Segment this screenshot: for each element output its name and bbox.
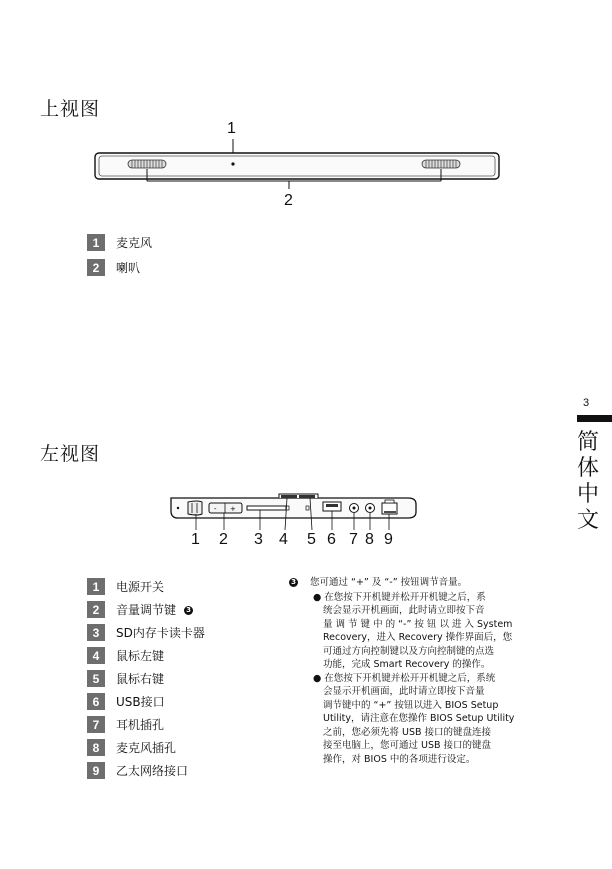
legend-label xyxy=(116,601,193,618)
left-callout: 2 xyxy=(219,531,228,548)
legend-badge: 6 xyxy=(87,693,105,710)
left-legend-row xyxy=(87,762,188,779)
left-legend-row xyxy=(87,739,176,756)
left-callout: 1 xyxy=(191,531,200,548)
legend-badge: 2 xyxy=(87,259,105,276)
top-legend-row xyxy=(87,234,152,251)
top-view-device-illustration xyxy=(90,136,510,196)
legend-label: 鼠标右键 xyxy=(116,672,165,686)
legend-label: 乙太网络接口 xyxy=(116,764,189,778)
legend-label: 电源开关 xyxy=(116,580,165,594)
left-view-title: 左视图 xyxy=(40,443,101,465)
top-legend-row xyxy=(87,259,140,276)
left-legend-row xyxy=(87,647,164,664)
legend-label-text: 音量调节键 xyxy=(116,603,177,617)
left-legend-row xyxy=(87,624,205,641)
left-legend-row xyxy=(87,601,193,618)
legend-label: SD内存卡读卡器 xyxy=(116,626,205,640)
language-char: 简 xyxy=(576,430,599,455)
speaker-grille-left xyxy=(128,160,166,168)
note-marker-icon: 3 xyxy=(289,578,298,587)
page-number: 3 xyxy=(583,397,590,409)
note-marker-icon: 3 xyxy=(184,606,193,615)
note-line: Utility，请注意在您操作 BIOS Setup Utility xyxy=(323,713,515,724)
note-bullet-2 xyxy=(289,672,539,767)
svg-text:-: - xyxy=(214,505,217,513)
legend-label: 鼠标左键 xyxy=(116,649,165,663)
legend-label: 麦克风插孔 xyxy=(116,741,177,755)
note-bullet-1 xyxy=(289,591,539,672)
left-callout: 5 xyxy=(307,531,316,548)
left-callout: 3 xyxy=(254,531,263,548)
legend-label: 耳机插孔 xyxy=(116,718,165,732)
note-line: ● 在您按下开机键并松开开机键之后，系 xyxy=(313,591,486,603)
note-line: ● 在您按下开机键并松开开机键之后，系统 xyxy=(313,672,496,684)
left-callout: 7 xyxy=(349,531,358,548)
note-line: 之前，您必须先将 USB 接口的键盘连接 xyxy=(323,726,492,738)
svg-text:+: + xyxy=(230,505,236,513)
note-line: 接至电脑上，您可通过 USB 接口的键盘 xyxy=(323,740,492,751)
speaker-grille-right xyxy=(422,160,460,168)
left-view-device-illustration xyxy=(168,490,420,532)
top-view-title: 上视图 xyxy=(40,98,101,120)
language-char: 文 xyxy=(576,508,599,533)
left-callout: 6 xyxy=(327,531,336,548)
note-line: 调节键中的 “+” 按钮以进入 BIOS Setup xyxy=(323,699,499,711)
note-line: 可通过方向控制键以及方向控制键的点选 xyxy=(323,645,495,657)
top-callout-1: 1 xyxy=(227,120,236,137)
note-line: Recovery，进入 Recovery 操作界面后，您 xyxy=(323,632,513,643)
note-intro-line xyxy=(289,576,539,590)
left-callout: 8 xyxy=(365,531,374,548)
left-legend-row xyxy=(87,693,165,710)
top-callout-2: 2 xyxy=(284,192,293,209)
language-tab xyxy=(576,430,600,534)
left-callout: 4 xyxy=(279,531,288,548)
volume-note xyxy=(289,576,539,766)
note-line: 统会显示开机画面，此时请立即按下音 xyxy=(323,605,485,616)
legend-label: 喇叭 xyxy=(116,261,141,275)
note-line: 功能，完成 Smart Recovery 的操作。 xyxy=(323,659,491,670)
legend-badge: 9 xyxy=(87,762,105,779)
legend-badge: 2 xyxy=(87,601,105,618)
legend-badge: 1 xyxy=(87,234,105,251)
legend-badge: 1 xyxy=(87,578,105,595)
left-legend-row xyxy=(87,716,164,733)
left-legend-row xyxy=(87,578,164,595)
legend-badge: 4 xyxy=(87,647,105,664)
note-line: 操作，对 BIOS 中的各项进行设定。 xyxy=(323,753,476,765)
legend-badge: 5 xyxy=(87,670,105,687)
legend-badge: 3 xyxy=(87,624,105,641)
note-line: 量 调 节 键 中 的 “-” 按 钮 以 进 入 System xyxy=(323,618,513,630)
note-line: 会显示开机画面，此时请立即按下音量 xyxy=(323,686,485,697)
legend-label: USB接口 xyxy=(116,695,165,709)
left-callout: 9 xyxy=(384,531,393,548)
legend-badge: 8 xyxy=(87,739,105,756)
side-tab-bar xyxy=(577,415,612,422)
left-legend-row xyxy=(87,670,164,687)
language-char: 中 xyxy=(576,482,599,507)
note-intro: 您可通过 “+” 及 “-” 按钮调节音量。 xyxy=(310,577,468,588)
legend-label: 麦克风 xyxy=(116,236,153,250)
legend-badge: 7 xyxy=(87,716,105,733)
language-char: 体 xyxy=(576,456,599,481)
